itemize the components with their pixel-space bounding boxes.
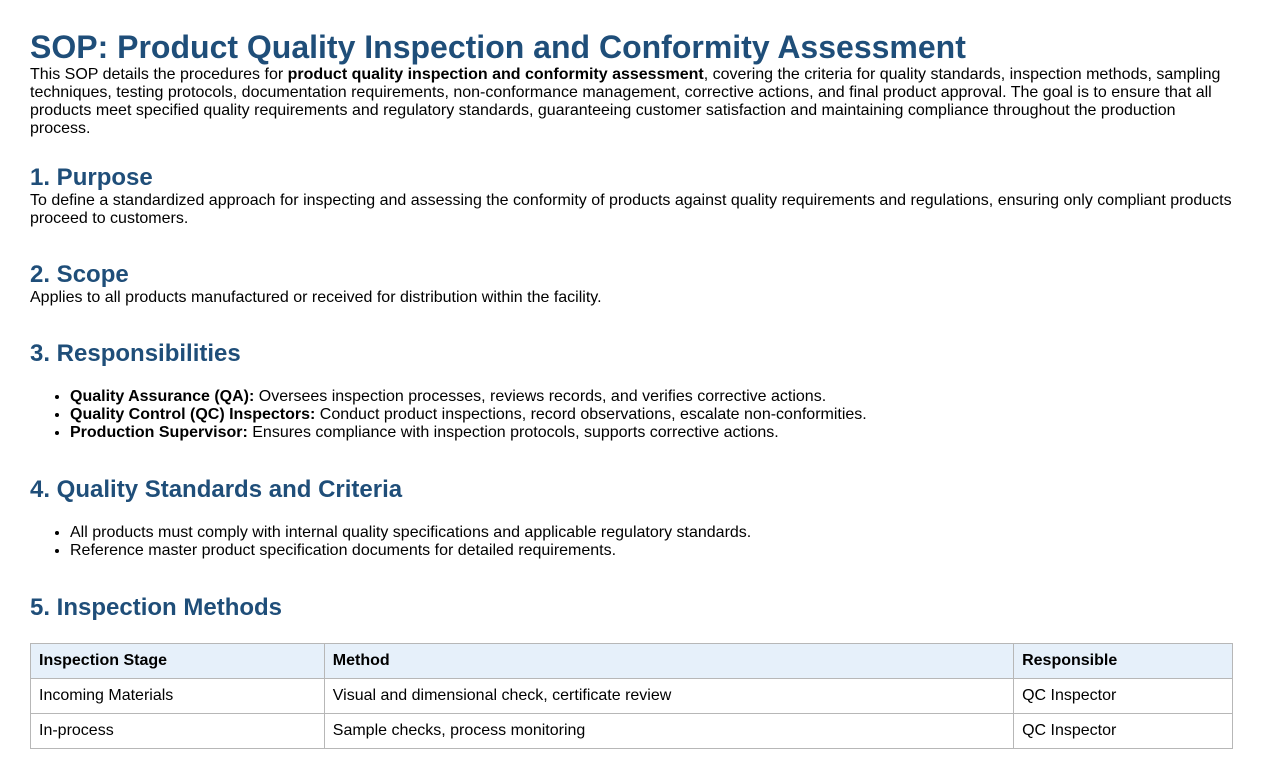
table-cell: Sample checks, process monitoring <box>324 714 1013 749</box>
list-item: • All products must comply with internal quality specifications and applicable regulatory standards. <box>70 524 1233 542</box>
intro-suffix: , covering the criteria for quality standards, inspection methods, sampling techniques, testing protocols, documentation requirements, non-conformance management, corrective actions, and final product approval. The goal is to ensure that all products meet specified quality requirements and regulatory standards, guaranteeing customer satisfaction and maintaining compliance throughout the production process. <box>30 66 1221 137</box>
purpose-heading: 1. Purpose <box>30 164 153 191</box>
role-label: Quality Control (QC) Inspectors: <box>70 406 316 423</box>
purpose-text: To define a standardized approach for inspecting and assessing the conformity of products against quality requirements and regulations, ensuring only compliant products proceed to customers. <box>30 192 1232 227</box>
standards-heading: 4. Quality Standards and Criteria <box>30 476 403 503</box>
table-cell: In-process <box>31 714 325 749</box>
table-row <box>31 714 1233 749</box>
intro-paragraph <box>30 66 1233 138</box>
scope-heading: 2. Scope <box>30 261 129 288</box>
table-header-row <box>31 644 1233 679</box>
role-description: Oversees inspection processes, reviews records, and verifies corrective actions. <box>254 388 827 405</box>
intro-bold: product quality inspection and conformity assessment <box>287 66 704 83</box>
list-item: • Reference master product specification documents for detailed requirements. <box>70 542 1233 560</box>
list-item <box>70 388 1233 406</box>
responsibilities-heading: 3. Responsibilities <box>30 340 241 367</box>
table-cell: QC Inspector <box>1014 714 1233 749</box>
table-cell: Incoming Materials <box>31 679 325 714</box>
scope-text: Applies to all products manufactured or received for distribution within the facility. <box>30 289 602 306</box>
intro-prefix: This SOP details the procedures for <box>30 66 288 83</box>
list-item <box>70 406 1233 424</box>
table-cell: QC Inspector <box>1014 679 1233 714</box>
inspection-methods-table <box>30 643 1233 749</box>
role-description: Ensures compliance with inspection protocols, supports corrective actions. <box>247 424 779 441</box>
responsibilities-list <box>30 388 1233 442</box>
list-item <box>70 424 1233 442</box>
column-header: Method <box>324 644 1013 679</box>
column-header: Responsible <box>1014 644 1233 679</box>
role-label: Production Supervisor: <box>70 424 248 441</box>
inspection-heading: 5. Inspection Methods <box>30 594 283 621</box>
page-title: SOP: Product Quality Inspection and Conformity Assessment <box>30 29 966 65</box>
table-cell: Visual and dimensional check, certificate review <box>324 679 1013 714</box>
table-row <box>31 679 1233 714</box>
column-header: Inspection Stage <box>31 644 325 679</box>
role-description: Conduct product inspections, record observations, escalate non-conformities. <box>315 406 867 423</box>
standards-list <box>30 524 1233 560</box>
role-label: Quality Assurance (QA): <box>70 388 255 405</box>
